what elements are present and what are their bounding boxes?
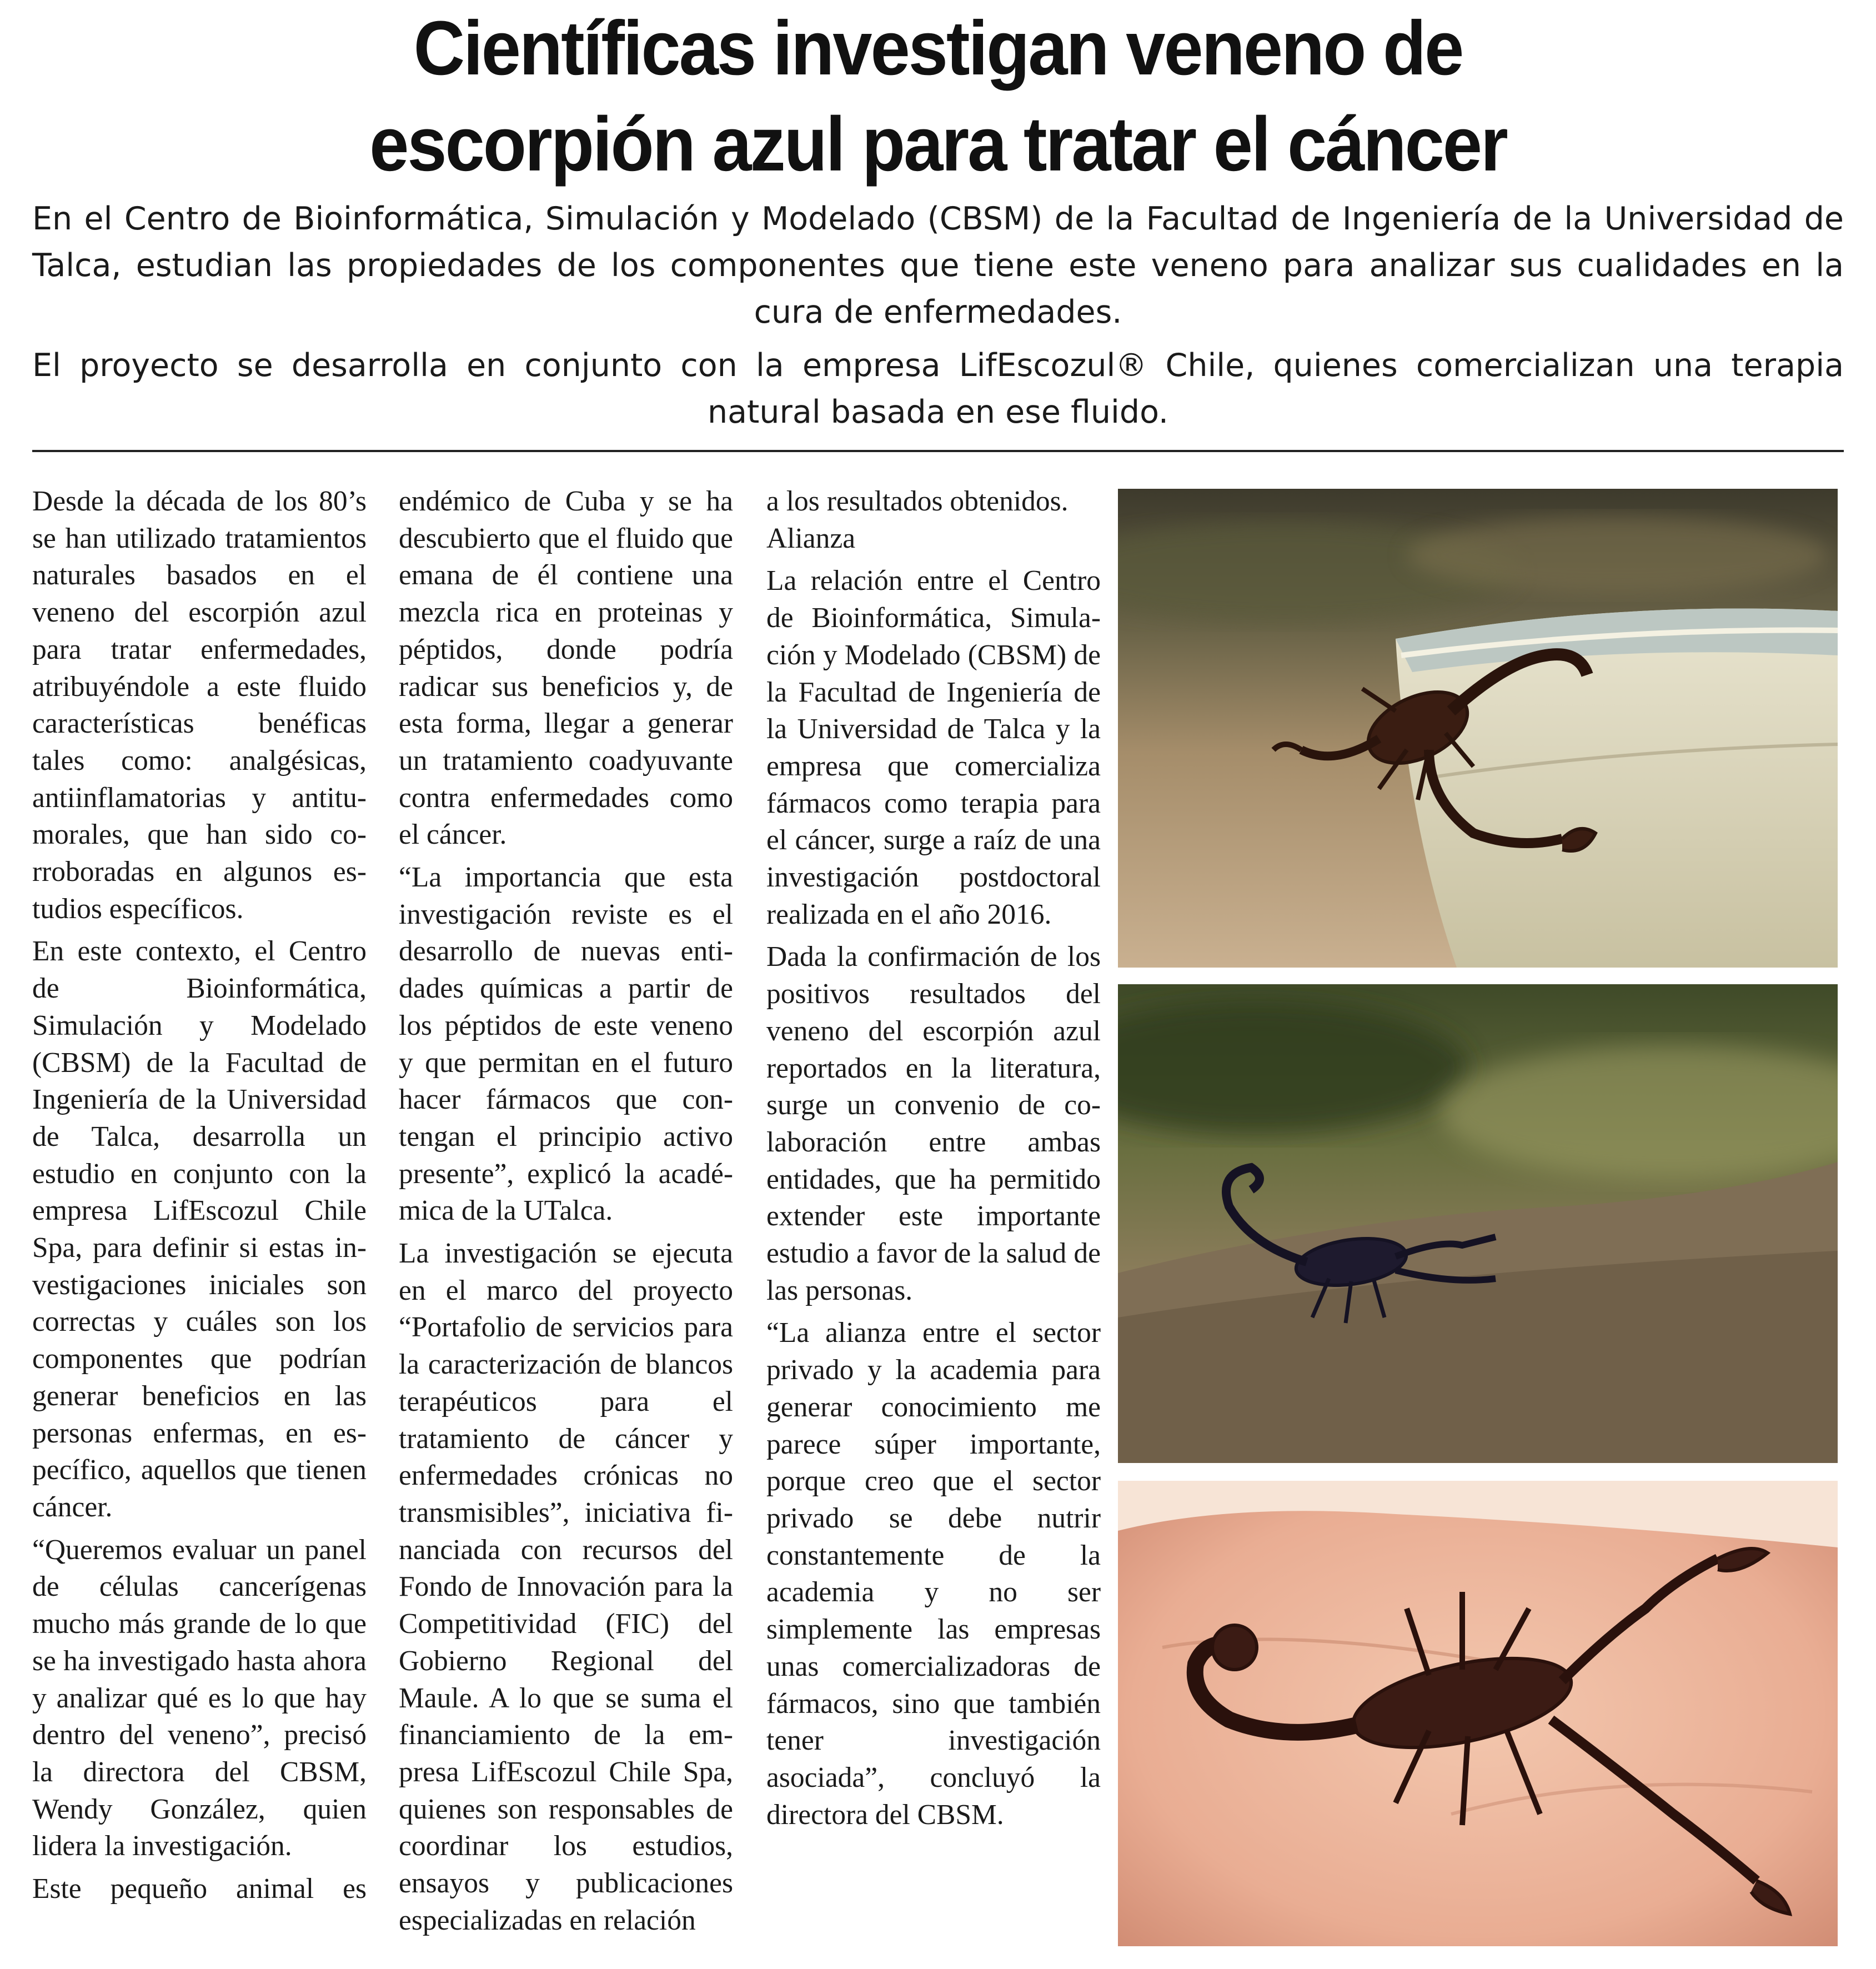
col2-paragraph-2: “La importancia que esta investigación reviste es el desarrollo de nuevas entidades químicas a partir de los péptidos de este veneno y que permitan en el futuro hacer fármacos que contengan el principio activo presente”, explicó la académica de la UTalca. <box>399 861 733 1227</box>
col3-paragraph-3: Dada la confirmación de los positivos resultados del veneno del escorpión azul reportados en la literatura, surge un convenio de colaboración entre ambas entidades, que ha permitido extender este importante estudio a favor de la salud de las personas. <box>766 941 1101 1306</box>
col3-paragraph-2: La relación entre el Centro de Bioinformática, Simulación y Modelado (CBSM) de la Facultad de Ingeniería de la Universidad de Talca y la empresa que comercializa fármacos como terapia para el cáncer, surge a raíz de una investigación postdoctoral realizada en el año 2016. <box>766 565 1101 930</box>
column-1 <box>32 483 367 1913</box>
col3-paragraph-4: “La alianza entre el sector privado y la academia para generar conocimiento me parece súper importante, porque creo que el sector privado se debe nutrir constantemente de la academia y no ser simplemente las empresas unas comercializadoras de fármacos, sino que también tener investigación asociada”, concluyó la directora del CBSM. <box>766 1317 1101 1831</box>
photo-scorpion-on-hand <box>1118 1481 1838 1946</box>
col1-paragraph-2: En este contexto, el Centro de Bioinformática, Simulación y Modelado (CBSM) de la Facultad de Ingeniería de la Universidad de Talca, desarrolla un estudio en conjunto con la empresa LifEscozul Chile Spa, para definir si estas investigaciones iniciales son correctas y cuáles son los componentes que podrían generar beneficios en las personas enfermas, en específico, aquellos que tienen cáncer. <box>32 935 367 1523</box>
col2-paragraph-3: La investigación se ejecuta en el marco del proyecto “Portafolio de servicios para la caracterización de blancos terapéuticos para el tratamiento de cáncer y enfermedades crónicas no transmisibles”, iniciativa financiada con recursos del Fondo de Innovación para la Competitividad (FIC) del Gobierno Regional del Maule. A lo que se suma el financiamiento de la empresa LifEscozul Chile Spa, quienes son responsables de coordinar los estudios, ensayos y publicaciones especializadas en relación <box>399 1237 733 1936</box>
col3-subhead: Alianza <box>766 522 856 554</box>
headline-line-1: Científicas investigan veneno de <box>413 5 1463 92</box>
column-2 <box>399 483 733 1945</box>
col1-paragraph-1: Desde la década de los 80’s se han utilizado tratamientos naturales basados en el veneno del escorpión azul para tratar enfermedades, atribuyéndole a este fluido características benéficas tales como: analgésicas, antiinflamatorias y antitumorales, que han sido corroboradas en algunos estudios específicos. <box>32 485 367 925</box>
photo-scorpion-on-rock <box>1118 984 1838 1463</box>
lead-paragraph-1: En el Centro de Bioinformática, Simulación y Modelado (CBSM) de la Facultad de Ingeniería de la Universidad de Talca, estudian las propiedades de los componentes que tiene este veneno para analizar sus cualidades en la cura de enfermedades. <box>32 201 1844 330</box>
col1-paragraph-3: “Queremos evaluar un panel de células cancerígenas mucho más grande de lo que se ha investigado hasta ahora y analizar qué es lo que hay dentro del veneno”, precisó la directora del CBSM, Wendy González, quien lidera la investigación. <box>32 1534 367 1862</box>
headline <box>0 1 1876 193</box>
photo-scorpion-on-bowl <box>1118 489 1838 968</box>
col3-paragraph-1: a los resultados obtenidos. <box>766 485 1069 517</box>
col1-paragraph-4: Este pequeño animal es <box>32 1873 367 1905</box>
col2-paragraph-1: endémico de Cuba y se ha descubierto que el fluido que emana de él contiene una mezcla rica en proteinas y péptidos, donde podría radicar sus beneficios y, de esta forma, llegar a generar un tratamiento coadyuvante contra enfermedades como el cáncer. <box>399 485 733 851</box>
lead-paragraph-2: El proyecto se desarrolla en conjunto con la empresa LifEscozul® Chile, quienes comercializan una terapia natural basada en ese fluido. <box>32 347 1844 430</box>
divider-rule <box>32 450 1844 452</box>
headline-line-2: escorpión azul para tratar el cáncer <box>369 101 1507 188</box>
lead-paragraphs <box>32 196 1844 442</box>
column-3 <box>766 483 1101 1839</box>
